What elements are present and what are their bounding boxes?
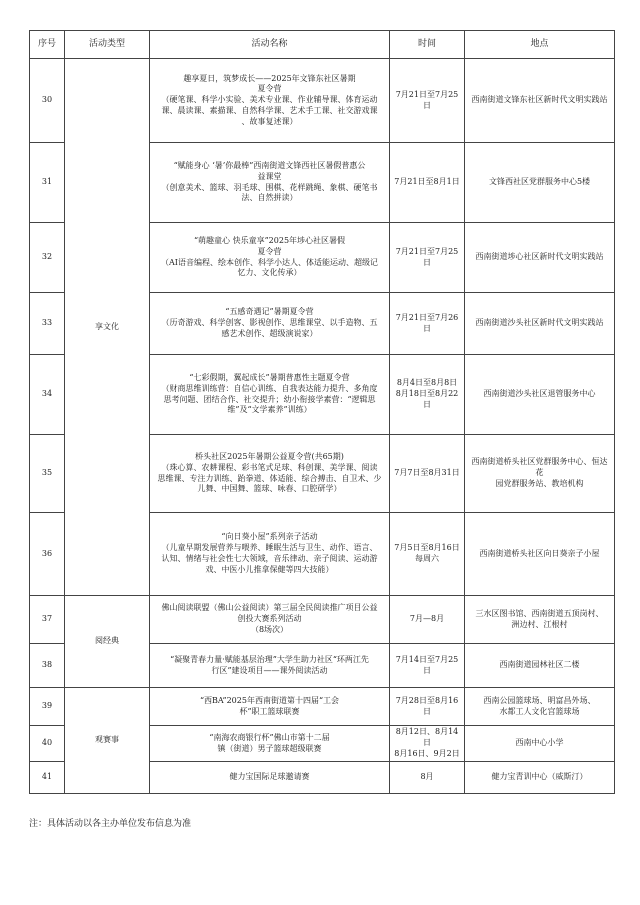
text-line: 水都工人文化宫篮球场 [499, 706, 580, 716]
activity-location [465, 726, 615, 762]
text-line: 每周六 [415, 554, 439, 563]
text-line: （8场次） [250, 624, 289, 634]
text-line: 7月—8月 [409, 614, 445, 624]
row-index: 40 [30, 726, 65, 762]
text-line: 夏令营 [257, 246, 282, 256]
activity-location [465, 59, 615, 143]
text-line: “赋能身心 ‘暑’你最棒”西南街道文锋西社区暑假普惠公 [173, 160, 366, 170]
text-line: 夏令营 [257, 84, 282, 94]
activity-location [465, 762, 615, 794]
text-line: 西南街道文锋东社区新时代文明实践站 [471, 95, 608, 105]
text-line: 健力宝国际足球邀请赛 [229, 772, 310, 782]
activity-category: 阅经典 [65, 596, 150, 688]
text-line: 儿舞、中国舞、篮球、咏春、口腔研学） [197, 484, 342, 494]
text-line: 洲边村、江根村 [511, 619, 568, 629]
activity-time [390, 513, 465, 596]
activity-name [150, 355, 390, 435]
activity-time [390, 596, 465, 644]
text-line: 8月18日至8月22日 [395, 389, 459, 409]
activity-name [150, 726, 390, 762]
activity-category: 观赛事 [65, 688, 150, 794]
row-index: 35 [30, 435, 65, 513]
header-time: 时间 [390, 31, 465, 59]
text-line: 西南街道园林社区二楼 [499, 660, 580, 670]
header-index: 序号 [30, 31, 65, 59]
activity-name [150, 293, 390, 355]
text-line: 杯”职工篮球联赛 [239, 706, 300, 716]
text-line: 维”及“文学素养”训练） [227, 405, 312, 415]
activity-location [465, 596, 615, 644]
text-line: 忆力、文化传承） [237, 268, 302, 278]
table-row [30, 596, 615, 644]
text-line: 行区”建设项目——课外阅读活动 [211, 665, 328, 675]
activity-name [150, 644, 390, 688]
activity-location [465, 513, 615, 596]
activity-time [390, 223, 465, 293]
text-line: 思维课、专注力训练、跆拳道、体适能、综合搏击、自卫术、少 [157, 473, 382, 483]
activity-time [390, 762, 465, 794]
text-line: 8月12日、8月14日 [395, 727, 459, 748]
row-index: 36 [30, 513, 65, 596]
text-line: （儿童早期发展营养与喂养、睡眠生活与卫生、动作、语言、 [161, 543, 378, 553]
activity-location [465, 223, 615, 293]
text-line: 园党群服务站、教培机构 [495, 478, 584, 488]
text-line: 8月 [420, 772, 434, 782]
header-location: 地点 [465, 31, 615, 59]
activity-location [465, 355, 615, 435]
row-index: 39 [30, 688, 65, 726]
text-line: 西南中心小学 [515, 738, 564, 748]
text-line: 西南街道沙头社区新时代文明实践站 [475, 318, 604, 328]
text-line: 镇（街道）男子篮球超级联赛 [217, 743, 322, 753]
text-line: 7月28日至8月16日 [395, 695, 459, 716]
text-line: “七彩假期，翼起成长”暑期普惠性主题夏令营 [189, 372, 350, 382]
text-line: 西南街道桥头社区向日葵亲子小屋 [479, 548, 600, 558]
text-line: 8月16日、9月2日 [394, 748, 460, 758]
text-line: 7月21日至8月1日 [394, 177, 460, 187]
activity-time [390, 355, 465, 435]
text-line: 趣享夏日，筑梦成长——2025年文锋东社区暑期 [183, 73, 356, 83]
text-line: 法、自然拼读） [241, 193, 298, 203]
text-line: 7月21日至7月25日 [395, 89, 459, 110]
text-line: 7月7日至8月31日 [394, 468, 460, 478]
row-index: 41 [30, 762, 65, 794]
text-line: （硬笔课、科学小实验、美术专业课、作业辅导课、体育运动 [161, 95, 378, 105]
text-line: 创投大赛系列活动 [237, 614, 302, 624]
activity-schedule-table [29, 30, 615, 794]
text-line: “南海农商银行杯”佛山市第十二届 [209, 732, 330, 742]
text-line: 西南街道埗心社区新时代文明实践站 [475, 252, 604, 262]
text-line: 思考问题、团结合作、社交提升；幼小衔接学素营：“逻辑思 [163, 394, 376, 404]
text-line: 、故事复述课） [241, 116, 298, 126]
text-line: “萌趣童心 快乐童享”2025年埗心社区暑假 [193, 235, 346, 245]
text-line: 西南街道桥头社区党群服务中心、恒达花 [471, 457, 608, 478]
activity-time [390, 293, 465, 355]
text-line: 佛山阅读联盟（佛山公益阅读）第三届全民阅读推广项目公益 [161, 603, 378, 613]
header-row [30, 31, 615, 59]
text-line: 西南街道沙头社区退管服务中心 [483, 389, 596, 399]
activity-location [465, 293, 615, 355]
activity-name [150, 435, 390, 513]
text-line: 文锋西社区党群服务中心5楼 [488, 177, 591, 187]
text-line: 三水区图书馆、西南街道五顶岗村、 [475, 608, 604, 618]
activity-name [150, 688, 390, 726]
text-line: “凝聚青春力量·赋能基层治理”大学生助力社区“环两江先 [170, 654, 369, 664]
text-line: 7月21日至7月25日 [395, 246, 459, 267]
activity-time [390, 143, 465, 223]
activity-name [150, 223, 390, 293]
text-line: “西BA”2025年西南街道第十四届“工会 [199, 695, 340, 705]
activity-time [390, 688, 465, 726]
text-line: 益课堂 [257, 171, 282, 181]
text-line: 7月14日至7月25日 [395, 654, 459, 675]
activity-name [150, 143, 390, 223]
text-line: （AI语音编程、绘本创作、科学小达人、体适能运动、超级记 [161, 257, 378, 267]
activity-time [390, 59, 465, 143]
header-type: 活动类型 [65, 31, 150, 59]
row-index: 33 [30, 293, 65, 355]
row-index: 34 [30, 355, 65, 435]
text-line: （创意美术、篮球、羽毛球、围棋、花样跳绳、象棋、硬笔书 [161, 182, 378, 192]
activity-location [465, 644, 615, 688]
text-line: 7月21日至7月26日 [395, 312, 459, 333]
row-index: 38 [30, 644, 65, 688]
text-line: 7月5日至8月16日 [394, 543, 460, 553]
text-line: 西南公园篮球场、明富昌外场、 [483, 695, 596, 705]
row-index: 32 [30, 223, 65, 293]
activity-name [150, 596, 390, 644]
text-line: 8月4日至8月8日 [396, 378, 458, 388]
text-line: 健力宝青训中心（威斯汀） [491, 772, 588, 782]
text-line: 感艺术创作、超级演说家） [221, 328, 318, 338]
activity-time [390, 726, 465, 762]
text-line: （历奇游戏、科学创客、影视创作、思维课堂、以手造物、五 [161, 318, 378, 328]
activity-time [390, 644, 465, 688]
activity-location [465, 143, 615, 223]
row-index: 30 [30, 59, 65, 143]
text-line: （财商思维训练营：自信心训练、自我表达能力提升、多角度 [161, 383, 378, 393]
text-line: 戏、中医小儿推拿保健等四大技能） [205, 564, 334, 574]
row-index: 31 [30, 143, 65, 223]
text-line: 课、晨读课、素描课、自然科学课、艺术手工课、社交游戏课 [161, 105, 378, 115]
text-line: “向日葵小屋”系列亲子活动 [221, 532, 318, 542]
text-line: （珠心算、农耕课程、彩书笔式足球、科创课、美学课、阅读 [161, 462, 378, 472]
table-row [30, 688, 615, 726]
text-line: 桥头社区2025年暑期公益夏令营(共65期) [195, 451, 344, 461]
table-row [30, 59, 615, 143]
activity-location [465, 435, 615, 513]
activity-name [150, 513, 390, 596]
text-line: 认知、情绪与社会性七大领域，音乐律动、亲子阅读、运动游 [161, 554, 378, 563]
activity-location [465, 688, 615, 726]
activity-name [150, 762, 390, 794]
activity-time [390, 435, 465, 513]
header-name: 活动名称 [150, 31, 390, 59]
footnote: 注：具体活动以各主办单位发布信息为准 [29, 819, 192, 829]
text-line: “五感奇遇记”暑期夏令营 [225, 307, 314, 317]
activity-name [150, 59, 390, 143]
activity-category: 享文化 [65, 59, 150, 596]
row-index: 37 [30, 596, 65, 644]
